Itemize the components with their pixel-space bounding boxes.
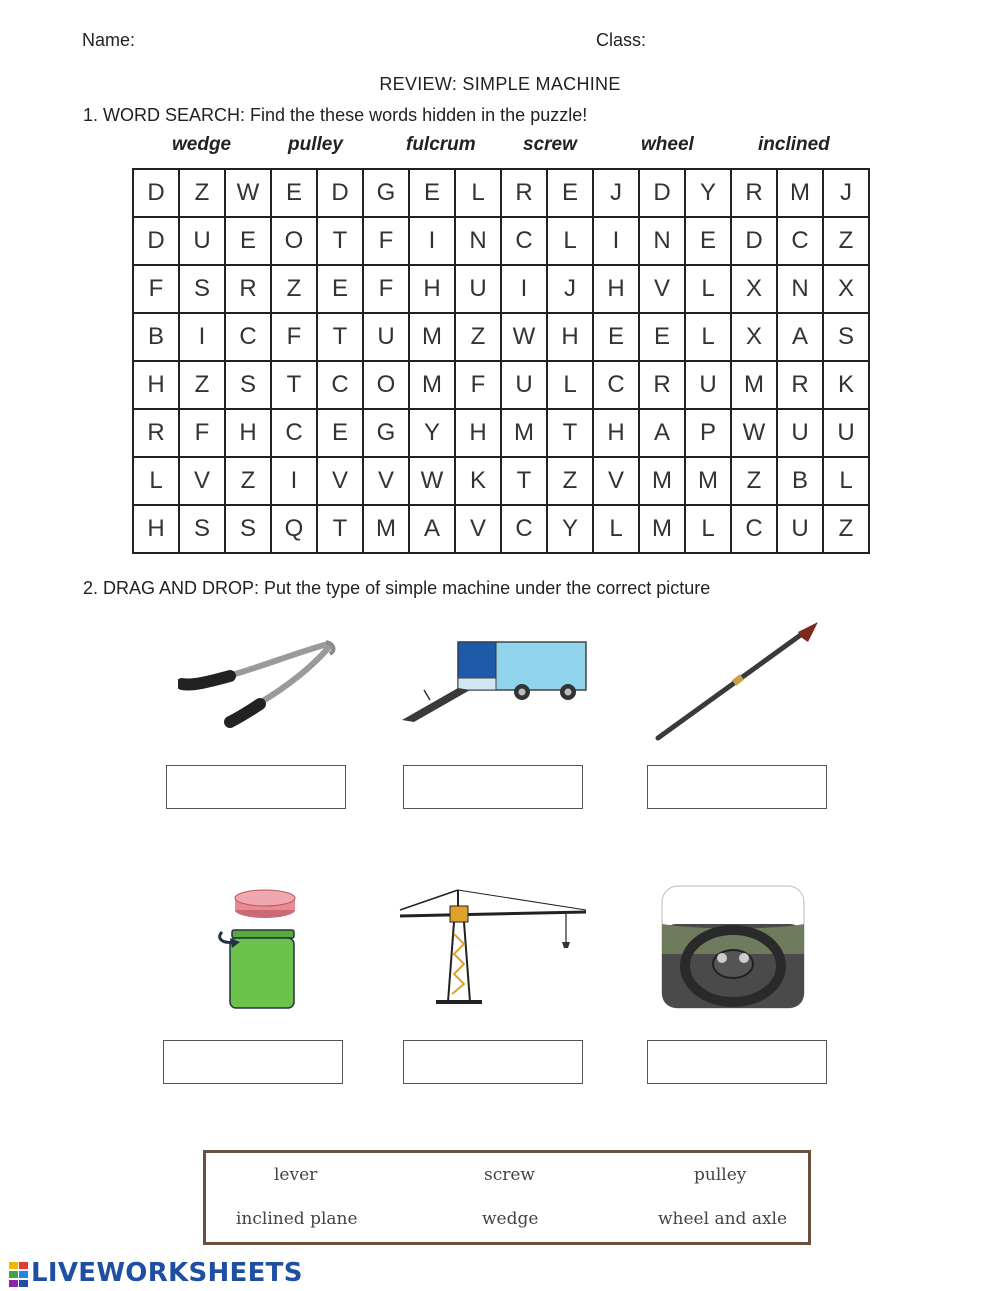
grid-cell[interactable]: S — [226, 506, 272, 554]
answer-box[interactable] — [403, 765, 583, 809]
grid-cell[interactable]: Z — [548, 458, 594, 506]
grid-cell[interactable]: R — [778, 362, 824, 410]
grid-cell[interactable]: B — [778, 458, 824, 506]
grid-cell[interactable]: E — [686, 218, 732, 266]
grid-cell[interactable]: S — [226, 362, 272, 410]
grid-cell[interactable]: R — [732, 170, 778, 218]
word-item: fulcrum — [406, 134, 476, 155]
word-bank-item[interactable]: inclined plane — [236, 1209, 358, 1229]
grid-cell[interactable]: F — [134, 266, 180, 314]
logo-text: LIVEWORKSHEETS — [31, 1258, 303, 1288]
word-bank-item[interactable]: screw — [484, 1165, 535, 1185]
grid-cell[interactable]: T — [318, 506, 364, 554]
answer-box[interactable] — [403, 1040, 583, 1084]
grid-cell[interactable]: L — [548, 362, 594, 410]
grid-cell[interactable]: C — [318, 362, 364, 410]
grid-cell[interactable]: P — [686, 410, 732, 458]
grid-cell[interactable]: V — [456, 506, 502, 554]
grid-cell[interactable]: T — [548, 410, 594, 458]
grid-cell[interactable]: W — [226, 170, 272, 218]
word-list — [130, 134, 870, 160]
word-search-grid — [132, 168, 870, 554]
grid-cell[interactable]: E — [272, 170, 318, 218]
grid-cell[interactable]: N — [640, 218, 686, 266]
grid-cell[interactable]: Z — [824, 506, 870, 554]
grid-cell[interactable]: U — [364, 314, 410, 362]
word-bank-item[interactable]: pulley — [694, 1165, 747, 1185]
grid-cell[interactable]: M — [410, 314, 456, 362]
grid-cell[interactable]: C — [272, 410, 318, 458]
grid-cell[interactable]: Z — [456, 314, 502, 362]
grid-cell[interactable]: K — [456, 458, 502, 506]
grid-cell[interactable]: D — [640, 170, 686, 218]
grid-cell[interactable]: M — [410, 362, 456, 410]
grid-cell[interactable]: V — [594, 458, 640, 506]
answer-box[interactable] — [163, 1040, 343, 1084]
grid-cell[interactable]: M — [640, 506, 686, 554]
grid-cell[interactable]: J — [548, 266, 594, 314]
grid-cell[interactable]: L — [134, 458, 180, 506]
grid-cell[interactable]: L — [456, 170, 502, 218]
grid-cell[interactable]: V — [364, 458, 410, 506]
spear-icon — [652, 620, 824, 744]
grid-cell[interactable]: A — [410, 506, 456, 554]
grid-cell[interactable]: L — [548, 218, 594, 266]
word-search-instruction: 1. WORD SEARCH: Find the these words hidden in the puzzle! — [83, 105, 588, 125]
grid-cell[interactable]: M — [778, 170, 824, 218]
grid-cell[interactable]: X — [732, 314, 778, 362]
word-item: inclined — [758, 134, 830, 155]
grid-cell[interactable]: M — [732, 362, 778, 410]
grid-cell[interactable]: M — [364, 506, 410, 554]
jar-lid-icon — [212, 886, 312, 1012]
crane-icon — [398, 884, 588, 1010]
grid-cell[interactable]: H — [134, 506, 180, 554]
grid-cell[interactable]: N — [456, 218, 502, 266]
grid-cell[interactable]: T — [502, 458, 548, 506]
grid-cell[interactable]: E — [640, 314, 686, 362]
grid-cell[interactable]: T — [318, 218, 364, 266]
grid-cell[interactable]: T — [318, 314, 364, 362]
grid-cell[interactable]: S — [180, 506, 226, 554]
grid-cell[interactable]: I — [272, 458, 318, 506]
word-bank — [203, 1150, 811, 1245]
ramp-trailer-icon — [400, 638, 590, 728]
grid-cell[interactable]: J — [594, 170, 640, 218]
grid-cell[interactable]: Y — [410, 410, 456, 458]
grid-cell[interactable]: C — [732, 506, 778, 554]
grid-cell[interactable]: Y — [548, 506, 594, 554]
grid-cell[interactable]: O — [364, 362, 410, 410]
grid-cell[interactable]: S — [180, 266, 226, 314]
grid-cell[interactable]: R — [134, 410, 180, 458]
grid-cell[interactable]: H — [226, 410, 272, 458]
word-bank-item[interactable]: lever — [274, 1165, 318, 1185]
grid-cell[interactable]: Z — [180, 362, 226, 410]
grid-cell[interactable]: C — [594, 362, 640, 410]
grid-cell[interactable]: U — [778, 410, 824, 458]
grid-cell[interactable]: F — [180, 410, 226, 458]
grid-cell[interactable]: A — [640, 410, 686, 458]
grid-cell[interactable]: H — [410, 266, 456, 314]
grid-cell[interactable]: N — [778, 266, 824, 314]
grid-cell[interactable]: V — [180, 458, 226, 506]
grid-cell[interactable]: U — [824, 410, 870, 458]
grid-cell[interactable]: Y — [686, 170, 732, 218]
grid-cell[interactable]: T — [272, 362, 318, 410]
grid-cell[interactable]: W — [732, 410, 778, 458]
tongs-icon — [178, 632, 338, 732]
grid-cell[interactable]: D — [318, 170, 364, 218]
grid-cell[interactable]: W — [410, 458, 456, 506]
grid-cell[interactable]: B — [134, 314, 180, 362]
grid-cell[interactable]: Z — [180, 170, 226, 218]
word-item: screw — [523, 134, 577, 155]
steering-wheel-icon — [660, 884, 806, 1010]
grid-cell[interactable]: Z — [732, 458, 778, 506]
grid-cell[interactable]: C — [502, 506, 548, 554]
grid-cell[interactable]: U — [502, 362, 548, 410]
grid-cell[interactable]: Z — [226, 458, 272, 506]
grid-cell[interactable]: L — [686, 314, 732, 362]
grid-cell[interactable]: E — [226, 218, 272, 266]
grid-cell[interactable]: V — [318, 458, 364, 506]
grid-cell[interactable]: U — [778, 506, 824, 554]
grid-cell[interactable]: E — [318, 410, 364, 458]
page-title: REVIEW: SIMPLE MACHINE — [379, 74, 621, 94]
grid-cell[interactable]: D — [732, 218, 778, 266]
word-bank-item[interactable]: wedge — [482, 1209, 539, 1229]
logo-blocks-icon — [9, 1262, 29, 1288]
grid-cell[interactable]: G — [364, 170, 410, 218]
grid-cell[interactable]: E — [410, 170, 456, 218]
grid-cell[interactable]: I — [502, 266, 548, 314]
grid-cell[interactable]: L — [686, 266, 732, 314]
grid-cell[interactable]: Z — [272, 266, 318, 314]
grid-cell[interactable]: K — [824, 362, 870, 410]
name-label: Name: — [82, 30, 136, 50]
grid-cell[interactable]: W — [502, 314, 548, 362]
grid-cell[interactable]: F — [272, 314, 318, 362]
grid-cell[interactable]: O — [272, 218, 318, 266]
grid-cell[interactable]: C — [502, 218, 548, 266]
word-item: pulley — [288, 134, 343, 155]
grid-cell[interactable]: A — [778, 314, 824, 362]
grid-cell[interactable]: I — [180, 314, 226, 362]
grid-cell[interactable]: S — [824, 314, 870, 362]
answer-box[interactable] — [647, 765, 827, 809]
grid-cell[interactable]: Q — [272, 506, 318, 554]
answer-box[interactable] — [647, 1040, 827, 1084]
grid-cell[interactable]: D — [134, 170, 180, 218]
grid-cell[interactable]: M — [686, 458, 732, 506]
drag-drop-instruction: 2. DRAG AND DROP: Put the type of simple machine under the correct picture — [83, 578, 711, 598]
grid-cell[interactable]: V — [640, 266, 686, 314]
grid-cell[interactable]: G — [364, 410, 410, 458]
grid-cell[interactable]: X — [732, 266, 778, 314]
grid-cell[interactable]: Z — [824, 218, 870, 266]
grid-cell[interactable]: M — [640, 458, 686, 506]
grid-cell[interactable]: U — [456, 266, 502, 314]
grid-cell[interactable]: H — [594, 266, 640, 314]
grid-cell[interactable]: E — [594, 314, 640, 362]
grid-cell[interactable]: H — [548, 314, 594, 362]
grid-cell[interactable]: H — [594, 410, 640, 458]
grid-cell[interactable]: L — [686, 506, 732, 554]
grid-cell[interactable]: X — [824, 266, 870, 314]
grid-cell[interactable]: I — [594, 218, 640, 266]
grid-cell[interactable]: F — [364, 218, 410, 266]
class-label: Class: — [596, 30, 647, 50]
grid-cell[interactable]: F — [364, 266, 410, 314]
grid-cell[interactable]: J — [824, 170, 870, 218]
grid-cell[interactable]: I — [410, 218, 456, 266]
grid-cell[interactable]: R — [226, 266, 272, 314]
grid-cell[interactable]: C — [778, 218, 824, 266]
word-bank-item[interactable]: wheel and axle — [658, 1209, 788, 1229]
grid-cell[interactable]: M — [502, 410, 548, 458]
grid-cell[interactable]: C — [226, 314, 272, 362]
grid-cell[interactable]: L — [594, 506, 640, 554]
grid-cell[interactable]: U — [686, 362, 732, 410]
grid-cell[interactable]: E — [548, 170, 594, 218]
grid-cell[interactable]: R — [640, 362, 686, 410]
word-item: wedge — [172, 134, 232, 155]
grid-cell[interactable]: F — [456, 362, 502, 410]
grid-cell[interactable]: H — [456, 410, 502, 458]
word-item: wheel — [641, 134, 694, 155]
grid-cell[interactable]: L — [824, 458, 870, 506]
grid-cell[interactable]: R — [502, 170, 548, 218]
grid-cell[interactable]: E — [318, 266, 364, 314]
grid-cell[interactable]: U — [180, 218, 226, 266]
answer-box[interactable] — [166, 765, 346, 809]
grid-cell[interactable]: H — [134, 362, 180, 410]
grid-cell[interactable]: D — [134, 218, 180, 266]
